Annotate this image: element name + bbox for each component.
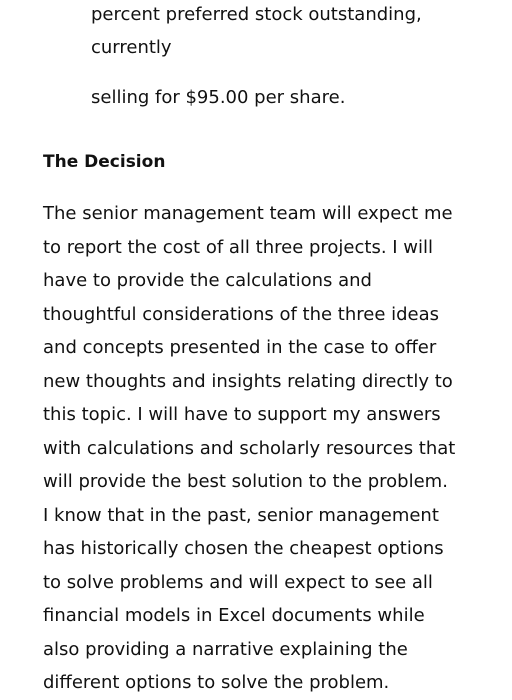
paragraph-line: will provide the best solution to the problem. <box>43 471 448 492</box>
paragraph-line: I know that in the past, senior management <box>43 504 439 526</box>
preferred-stock-line-continued: currently <box>91 37 172 58</box>
paragraph-line: financial models in Excel documents while <box>43 605 425 626</box>
paragraph-line: have to provide the calculations and <box>43 270 372 291</box>
paragraph-line: has historically chosen the cheapest options <box>43 538 444 559</box>
preferred-stock-line: percent preferred stock outstanding, <box>91 4 422 25</box>
paragraph-line: The senior management team will expect me <box>43 203 453 224</box>
paragraph-line: different options to solve the problem. <box>43 672 390 693</box>
paragraph-line: with calculations and scholarly resources that <box>43 437 456 459</box>
paragraph-line: to report the cost of all three projects. I will <box>43 236 434 258</box>
paragraph-line: new thoughts and insights relating directly to <box>43 370 453 392</box>
decision-paragraph <box>43 197 503 700</box>
section-heading: The Decision <box>43 152 166 172</box>
paragraph-line: this topic. I will have to support my answers <box>43 404 441 425</box>
paragraph-line: to solve problems and will expect to see all <box>43 571 433 593</box>
paragraph-line: also providing a narrative explaining the <box>43 638 408 660</box>
paragraph-line: thoughtful considerations of the three ideas <box>43 303 440 325</box>
share-price-line: selling for $95.00 per share. <box>91 87 346 108</box>
paragraph-line: and concepts presented in the case to offer <box>43 337 437 358</box>
